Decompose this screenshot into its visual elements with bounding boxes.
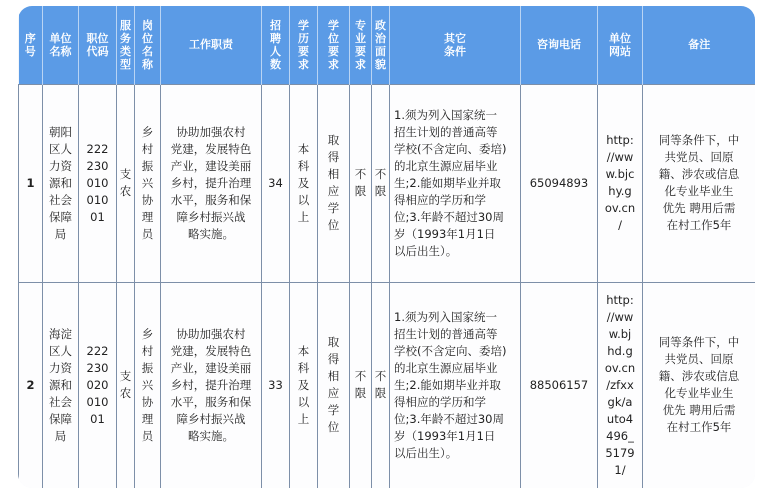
table-row xyxy=(19,84,756,282)
header-education: 学 历 要 求 xyxy=(290,6,318,84)
header-service: 服 务 类 型 xyxy=(117,6,135,84)
cell-other: 1.须为列入国家统一 招生计划的普通高等 学校(不含定向、委培) 的北京生源应届毕业 生;2.能如期毕业并取 得相应的学历和学 位;3.年龄不超过30周 岁（1993年1月1日 以后出生）。 xyxy=(390,84,521,282)
cell-remark: 同等条件下，中 共党员、回原 籍、涉农或信息 化专业毕业生 优先 聘用后需 在村工作5年 xyxy=(643,282,756,488)
cell-remark: 同等条件下，中 共党员、回原 籍、涉农或信息 化专业毕业生 优先 聘用后需 在村工作5年 xyxy=(643,84,756,282)
cell-count: 33 xyxy=(262,282,290,488)
cell-service: 支 农 xyxy=(117,84,135,282)
job-table-card xyxy=(18,6,755,488)
cell-degree: 取 得 相 应 学 位 xyxy=(318,84,350,282)
header-unit: 单位 名称 xyxy=(43,6,79,84)
cell-other: 1.须为列入国家统一 招生计划的普通高等 学校(不含定向、委培) 的北京生源应届毕业 生;2.能如期毕业并取 得相应的学历和学 位;3.年龄不超过30周 岁（1993年1月1日 以后出生）。 xyxy=(390,282,521,488)
table-header-row xyxy=(19,6,756,84)
header-remark: 备注 xyxy=(643,6,756,84)
cell-code: 222 230 010 010 01 xyxy=(79,84,117,282)
table-row xyxy=(19,282,756,488)
cell-phone: 88506157 xyxy=(521,282,598,488)
cell-website: http: //ww w.bj hd.g ov.cn /zfxx gk/a uto4 496_ 5179 1/ xyxy=(598,282,643,488)
job-table xyxy=(18,6,755,488)
cell-unit: 朝阳 区人 力资 源和 社会 保障 局 xyxy=(43,84,79,282)
header-political: 政 治 面 貌 xyxy=(372,6,390,84)
header-code: 职位 代码 xyxy=(79,6,117,84)
cell-unit: 海淀 区人 力资 源和 社会 保障 局 xyxy=(43,282,79,488)
cell-education: 本 科 及 以 上 xyxy=(290,84,318,282)
cell-count: 34 xyxy=(262,84,290,282)
header-other: 其它 条件 xyxy=(390,6,521,84)
header-seq: 序 号 xyxy=(19,6,43,84)
cell-post: 乡 村 振 兴 协 理 员 xyxy=(135,282,161,488)
cell-duty: 协助加强农村 党建，发展特色 产业，建设美丽 乡村，提升治理 水平，服务和保 障乡村振兴战 略实施。 xyxy=(161,84,262,282)
header-degree: 学 位 要 求 xyxy=(318,6,350,84)
header-phone: 咨询电话 xyxy=(521,6,598,84)
cell-major: 不 限 xyxy=(350,282,372,488)
cell-phone: 65094893 xyxy=(521,84,598,282)
cell-education: 本 科 及 以 上 xyxy=(290,282,318,488)
cell-website: http: //ww w.bjc hy.g ov.cn / xyxy=(598,84,643,282)
header-duty: 工作职责 xyxy=(161,6,262,84)
header-post: 岗 位 名 称 xyxy=(135,6,161,84)
cell-seq: 2 xyxy=(19,282,43,488)
cell-code: 222 230 020 010 01 xyxy=(79,282,117,488)
cell-major: 不 限 xyxy=(350,84,372,282)
cell-duty: 协助加强农村 党建，发展特色 产业，建设美丽 乡村，提升治理 水平，服务和保 障乡村振兴战 略实施。 xyxy=(161,282,262,488)
cell-political: 不 限 xyxy=(372,282,390,488)
cell-political: 不 限 xyxy=(372,84,390,282)
cell-service: 支 农 xyxy=(117,282,135,488)
header-website: 单位 网站 xyxy=(598,6,643,84)
cell-degree: 取 得 相 应 学 位 xyxy=(318,282,350,488)
cell-seq: 1 xyxy=(19,84,43,282)
header-count: 招 聘 人 数 xyxy=(262,6,290,84)
cell-post: 乡 村 振 兴 协 理 员 xyxy=(135,84,161,282)
header-major: 专 业 要 求 xyxy=(350,6,372,84)
